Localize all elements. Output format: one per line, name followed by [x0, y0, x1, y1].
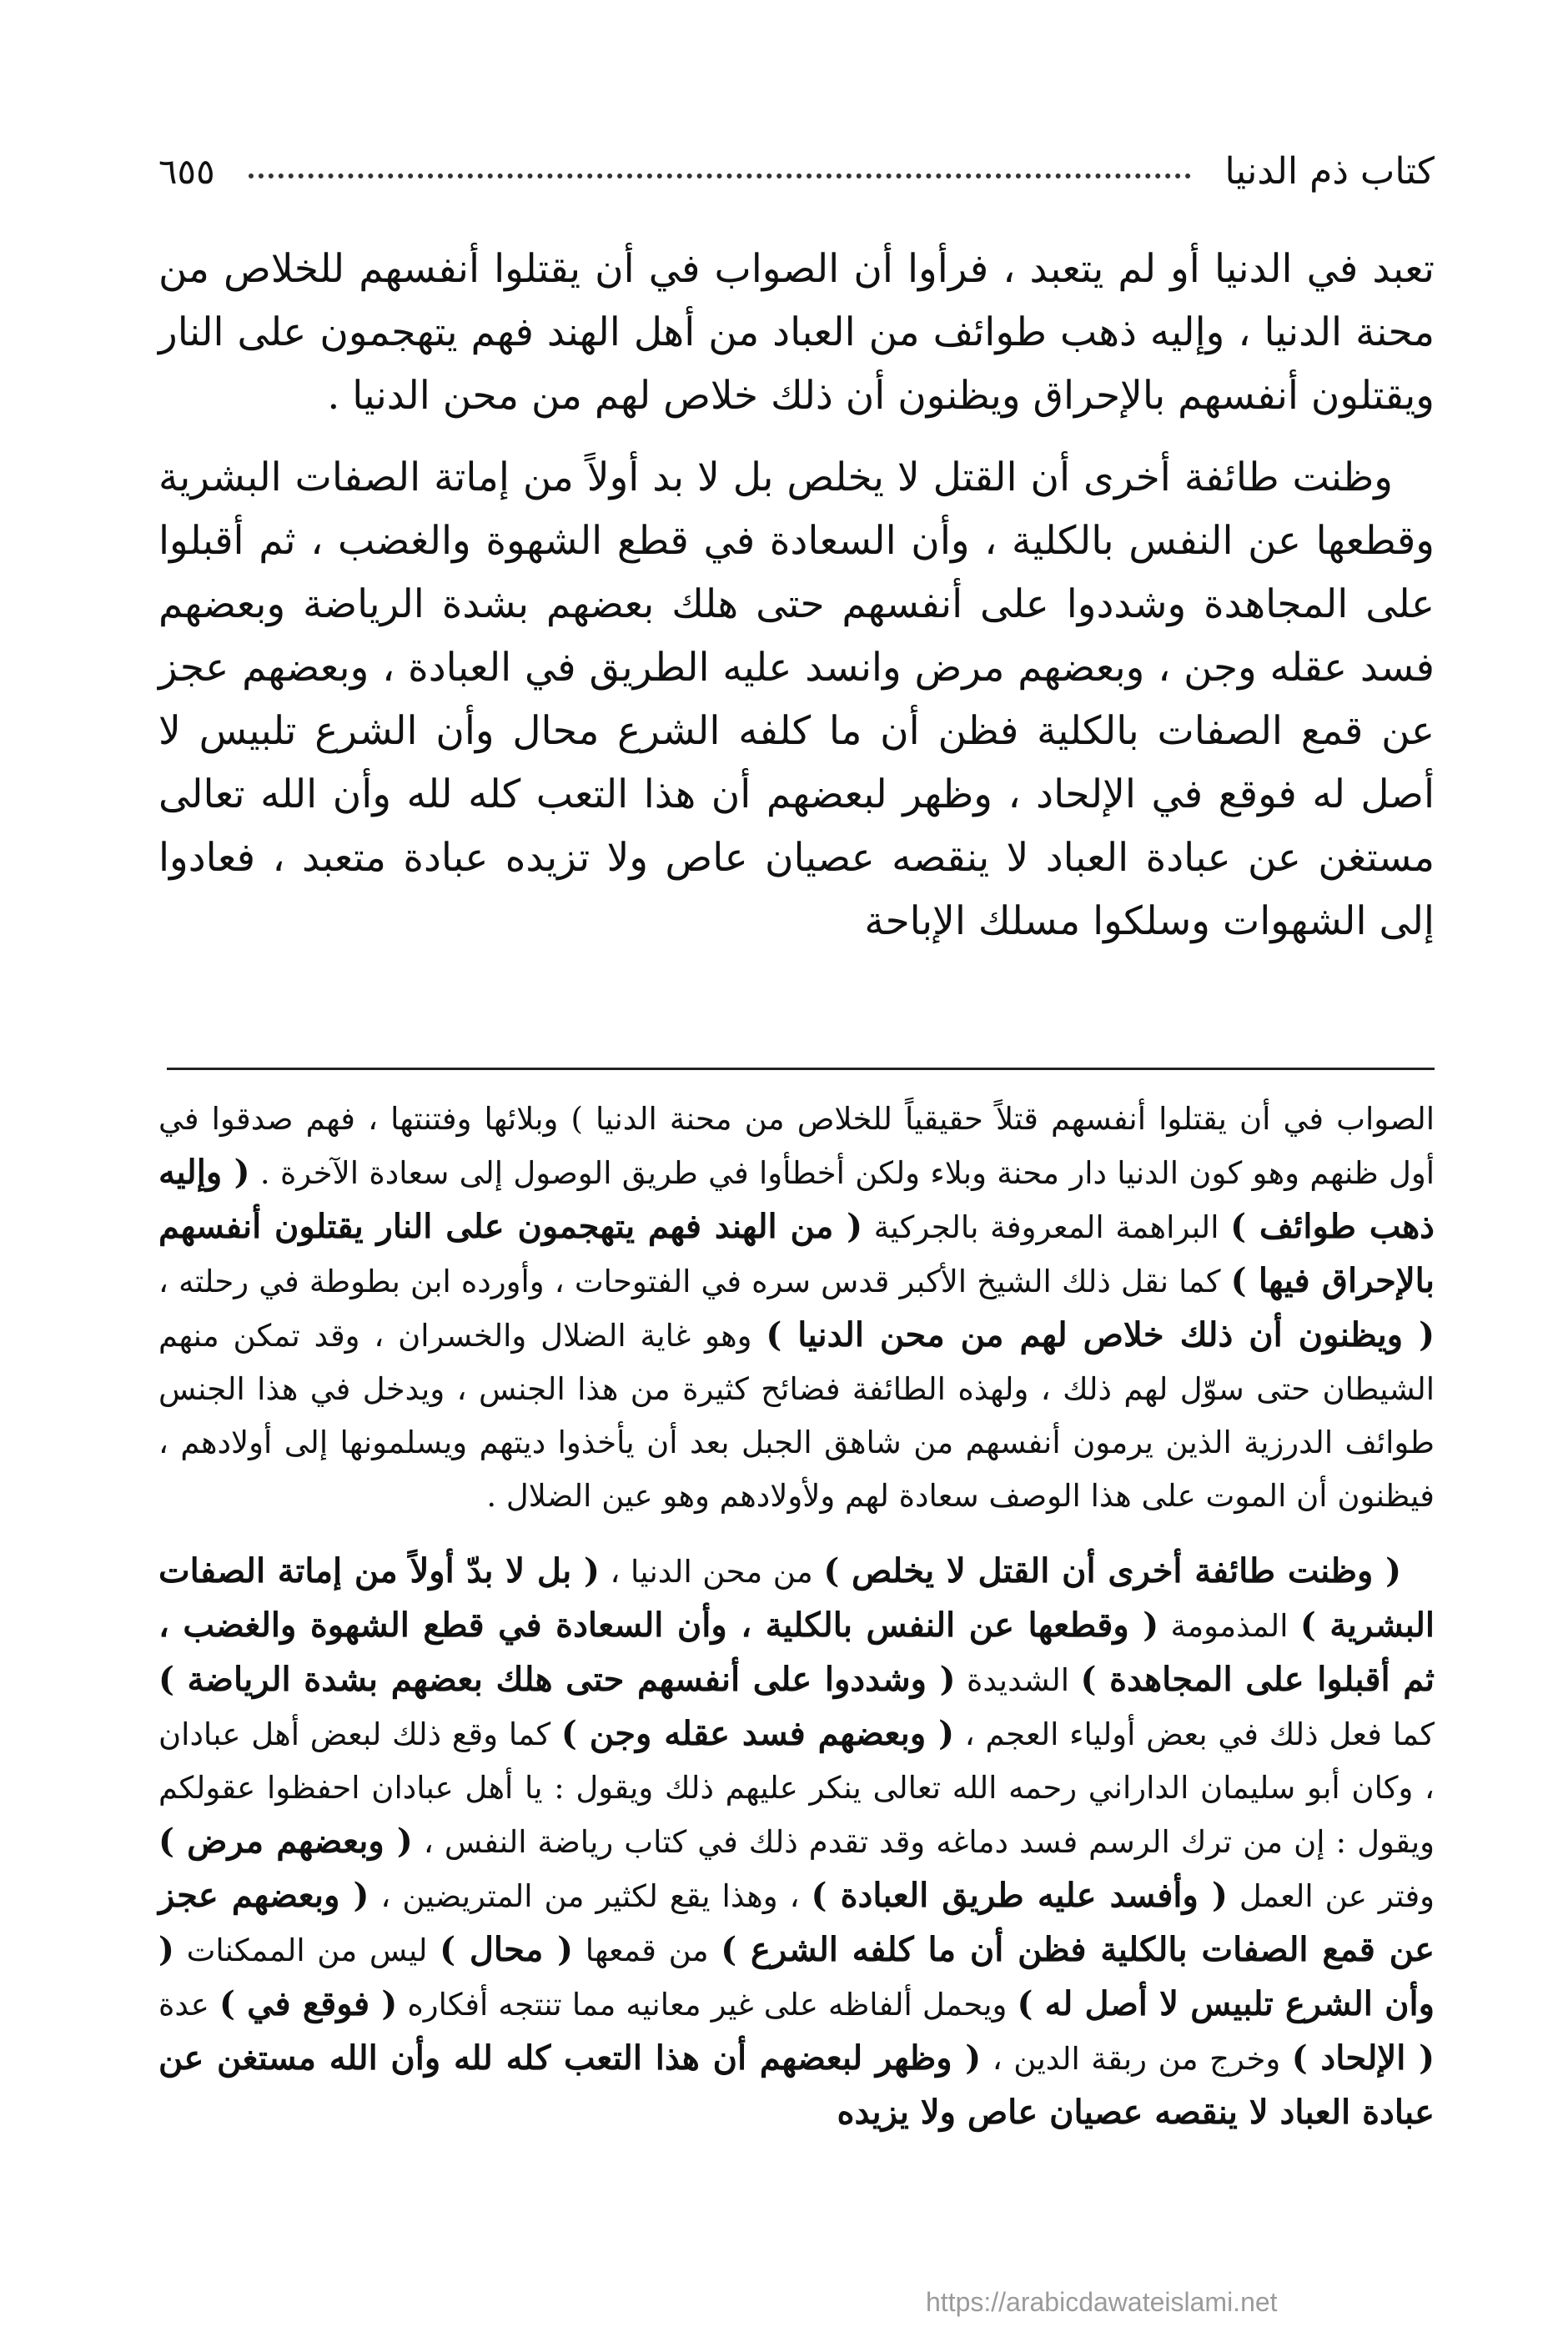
- quoted-matn: ( ويظنون أن ذلك خلاص لهم من محن الدنيا ): [766, 1315, 1435, 1354]
- commentary-text-run: من قمعها: [585, 1932, 709, 1968]
- running-header: [158, 133, 1435, 209]
- commentary-text-run: ليس من الممكنات: [186, 1932, 428, 1968]
- quoted-matn: ( بل لا بدّ أولاً من إماتة الصفات البشرية ): [158, 1551, 1435, 1645]
- footnote-divider: [167, 1068, 1435, 1070]
- quoted-matn: ( وأفسد عليه طريق العبادة ): [811, 1876, 1228, 1915]
- commentary-text-run: كما وقع ذلك لبعض أهل عبادان ، وكان أبو سليمان الداراني رحمه الله تعالى ينكر عليهم ذلك ويقول : يا أهل عبادان احفظوا عقولكم ويقول : إن من ترك الرسم فسد دماغه وقد تقدم ذلك في كتاب رياضة النفس ،: [158, 1716, 1435, 1860]
- quoted-matn: ( وبعضهم مرض ): [158, 1822, 413, 1861]
- commentary-text-run: ، وهذا يقع لكثير من المتريضين ،: [380, 1878, 800, 1914]
- commentary-text-run: وخرج من ربقة الدين ،: [992, 2041, 1281, 2077]
- quoted-matn: ( الإلحاد ): [1291, 2038, 1435, 2078]
- commentary-text-run: وفتر عن العمل: [1239, 1878, 1435, 1914]
- quoted-matn: ( وظنت طائفة أخرى أن القتل لا يخلص ): [823, 1551, 1401, 1591]
- commentary-text-run: البراهمة المعروفة بالجركية: [873, 1209, 1219, 1245]
- quoted-matn: ( وقطعها عن النفس بالكلية ، وأن السعادة في قطع الشهوة والغضب ، ثم أقبلوا على المجاهدة ): [158, 1606, 1435, 1699]
- main-paragraph-1: تعبد في الدنيا أو لم يتعبد ، فرأوا أن الصواب في أن يقتلوا أنفسهم للخلاص من محنة الدنيا ، وإليه ذهب طوائف من العباد من أهل الهند فهم يتهجمون على النار ويقتلون أنفسهم بالإحراق ويظنون أن ذلك خلاص لهم من محن الدنيا .: [158, 246, 1435, 419]
- commentary-text-run: من محن الدنيا ،: [610, 1554, 813, 1590]
- commentary-text-run: كما فعل ذلك في بعض أولياء العجم ،: [964, 1716, 1435, 1752]
- main-paragraph-2: وظنت طائفة أخرى أن القتل لا يخلص بل لا بد أولاً من إماتة الصفات البشرية وقطعها عن النفس بالكلية ، وأن السعادة في قطع الشهوة والغضب ، ثم أقبلوا على المجاهدة وشددوا على أنفسهم حتى هلك بعضهم بشدة الرياضة وبعضهم فسد عقله وجن ، وبعضهم مرض وانسد عليه الطريق في العبادة ، وبعضهم عجز عن قمع الصفات بالكلية فظن أن ما كلفه الشرع محال وأن الشرع تلبيس لا أصل له فوقع في الإلحاد ، وظهر لبعضهم أن هذا التعب كله لله وأن الله تعالى مستغن عن عبادة العباد لا ينقصه عصيان عاص ولا تزيده عبادة متعبد ، فعادوا إلى الشهوات وسلكوا مسلك الإباحة: [158, 455, 1435, 944]
- commentary-text-run: الصواب في أن يقتلوا أنفسهم قتلاً حقيقياً للخلاص من محنة الدنيا ) وبلائها وفتنتها ، فهم صدقوا في أول ظنهم وهو كون الدنيا دار محنة وبلاء ولكن أخطأوا في طريق الوصول إلى سعادة الآخرة .: [158, 1101, 1435, 1191]
- quoted-matn: ( من الهند فهم يتهجمون على النار يقتلون أنفسهم بالإحراق فيها ): [158, 1207, 1435, 1300]
- commentary-text-run: المذمومة: [1170, 1608, 1289, 1644]
- quoted-matn: ( وشددوا على أنفسهم حتى هلك بعضهم بشدة الرياضة ): [158, 1660, 956, 1699]
- page-number: ٦٥٥: [158, 150, 215, 192]
- commentary-paragraph-1: [158, 1093, 1435, 1523]
- book-page: [158, 117, 1435, 2252]
- commentary-text-run: وهو غاية الضلال والخسران ، وقد تمكن منهم الشيطان حتى سوّل لهم ذلك ، ولهذه الطائفة فضائح كثيرة من هذا الجنس ، ويدخل في هذا الجنس طوائف الدرزية الذين يرمون أنفسهم من شاهق الجبل بعد أن يأخذوا ديتهم ويسلمونها إلى أولادهم ، فيظنون أن الموت على هذا الوصف سعادة لهم ولأولادهم وهو عين الضلال .: [158, 1318, 1435, 1514]
- commentary-paragraph-2: [158, 1545, 1435, 2140]
- quoted-matn: ( وبعضهم فسد عقله وجن ): [560, 1714, 954, 1753]
- commentary-text-run: عدة: [158, 1987, 209, 2023]
- book-title: كتاب ذم الدنيا: [1224, 149, 1435, 193]
- quoted-matn: ( محال ): [440, 1930, 574, 1969]
- quoted-matn: ( وأن الشرع تلبيس لا أصل له ): [158, 1930, 1435, 2023]
- commentary-text-run: الشديدة: [966, 1662, 1070, 1698]
- quoted-matn: ( فوقع في ): [219, 1984, 398, 2023]
- quoted-matn: ( وظهر لبعضهم أن هذا التعب كله لله وأن الله مستغن عن عبادة العباد لا ينقصه عصيان عاص ولا يزيده: [158, 2038, 1435, 2132]
- leader-dots: [249, 163, 1192, 178]
- commentary-text: [158, 1093, 1435, 2140]
- quoted-matn: ( وإليه ذهب طوائف ): [158, 1153, 1435, 1246]
- commentary-text-run: كما نقل ذلك الشيخ الأكبر قدس سره في الفتوحات ، وأورده ابن بطوطة في رحلته ،: [158, 1264, 1221, 1299]
- source-watermark: https://arabicdawateislami.net: [926, 2287, 1278, 2317]
- commentary-text-run: ويحمل ألفاظه على غير معانيه مما تنتجه أفكاره: [407, 1987, 1008, 2023]
- main-text: [158, 238, 1435, 953]
- quoted-matn: ( وبعضهم عجز عن قمع الصفات بالكلية فظن أن ما كلفه الشرع ): [158, 1876, 1435, 1969]
